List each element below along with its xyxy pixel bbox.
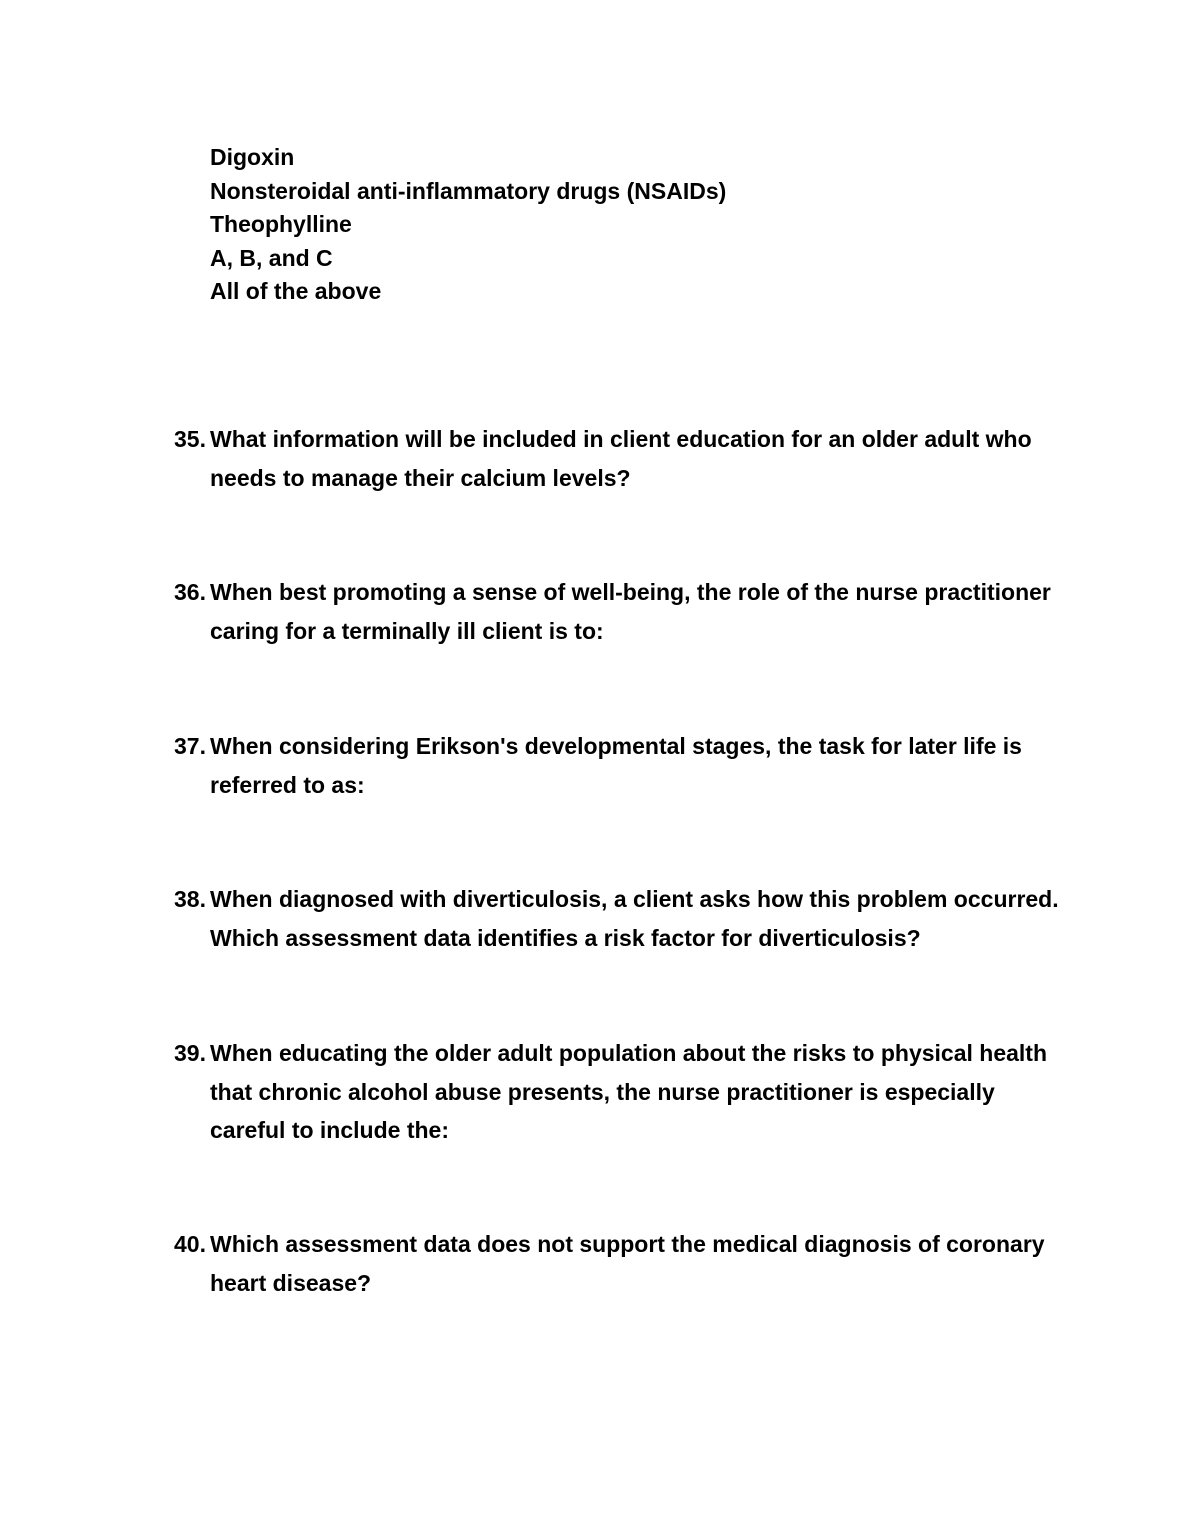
answer-option: Nonsteroidal anti-inflammatory drugs (NSAIDs) [210,177,727,204]
question-number: 36. [174,579,206,605]
answer-option: Digoxin [210,144,295,170]
question-text: Which assessment data does not support the medical diagnosis of coronary heart disease? [210,1231,1045,1296]
question-number: 37. [174,733,206,759]
question-37 [174,727,1074,804]
question-36 [174,573,1074,650]
answer-option: Theophylline [210,211,352,237]
question-35 [174,420,1074,497]
question-text: When best promoting a sense of well-being, the role of the nurse practitioner caring for a terminally ill client is to: [210,579,1051,644]
question-40 [174,1225,1074,1302]
question-number: 35. [174,426,206,452]
question-number: 40. [174,1231,206,1257]
answer-options-list [210,141,726,309]
question-text: When considering Erikson's developmental stages, the task for later life is referred to as: [210,733,1022,798]
answer-option: All of the above [210,278,382,304]
question-number: 39. [174,1040,206,1066]
answer-option: A, B, and C [210,244,333,271]
question-text: When diagnosed with diverticulosis, a client asks how this problem occurred. Which assessment data identifies a risk factor for diverticulosis? [210,886,1059,951]
question-number: 38. [174,886,206,912]
question-38 [174,880,1074,957]
question-text: When educating the older adult population about the risks to physical health that chronic alcohol abuse presents, the nurse practitioner is especially careful to include the: [210,1040,1048,1143]
question-39 [174,1034,1074,1150]
question-text: What information will be included in client education for an older adult who needs to manage their calcium levels? [210,426,1032,491]
